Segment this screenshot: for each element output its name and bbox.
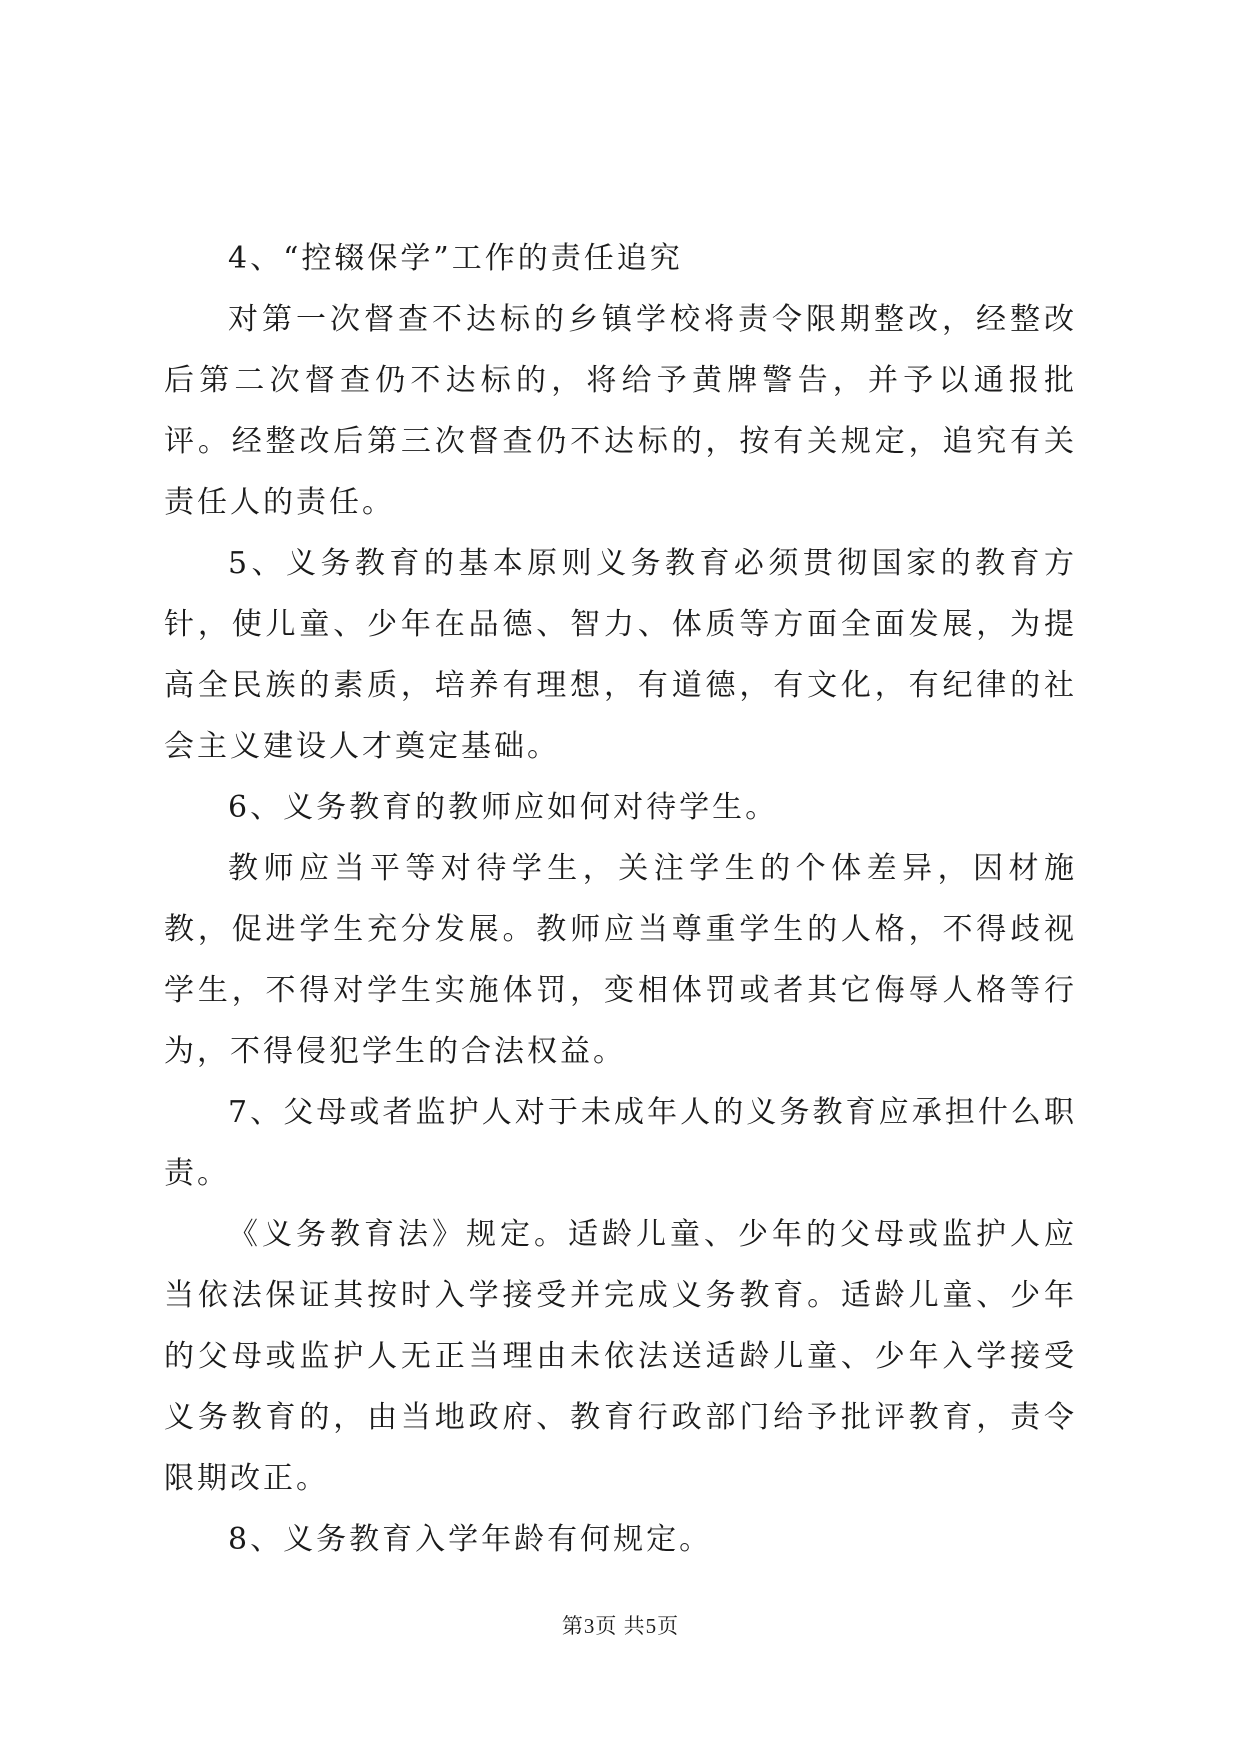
heading-item-6: 6、义务教育的教师应如何对待学生。: [228, 790, 779, 825]
paragraph-item-4-body: 对第一次督查不达标的乡镇学校将责令限期整改，经整改后第二次督查仍不达标的，将给予黄牌警告，并予以通报批评。经整改后第三次督查仍不达标的，按有关规定，追究有关责任人的责任。: [164, 302, 1077, 520]
heading-item-8: 8、义务教育入学年龄有何规定。: [228, 1522, 713, 1557]
page-number-footer: 第3页 共5页: [561, 1614, 680, 1638]
heading-item-4: 4、“控辍保学”工作的责任追究: [228, 241, 683, 276]
document-body: [164, 228, 1077, 1570]
heading-item-7: 7、父母或者监护人对于未成年人的义务教育应承担什么职责。: [164, 1095, 1077, 1191]
paragraph-item-6-body: 教师应当平等对待学生，关注学生的个体差异，因材施教，促进学生充分发展。教师应当尊重学生的人格，不得歧视学生，不得对学生实施体罚，变相体罚或者其它侮辱人格等行为，不得侵犯学生的合法权益。: [164, 851, 1077, 1069]
paragraph-item-7-body: 《义务教育法》规定。适龄儿童、少年的父母或监护人应当依法保证其按时入学接受并完成义务教育。适龄儿童、少年的父母或监护人无正当理由未依法送适龄儿童、少年入学接受义务教育的，由当地政府、教育行政部门给予批评教育，责令限期改正。: [164, 1217, 1077, 1496]
paragraph-item-5: 5、义务教育的基本原则义务教育必须贯彻国家的教育方针，使儿童、少年在品德、智力、体质等方面全面发展，为提高全民族的素质，培养有理想，有道德，有文化，有纪律的社会主义建设人才奠定基础。: [164, 546, 1077, 764]
